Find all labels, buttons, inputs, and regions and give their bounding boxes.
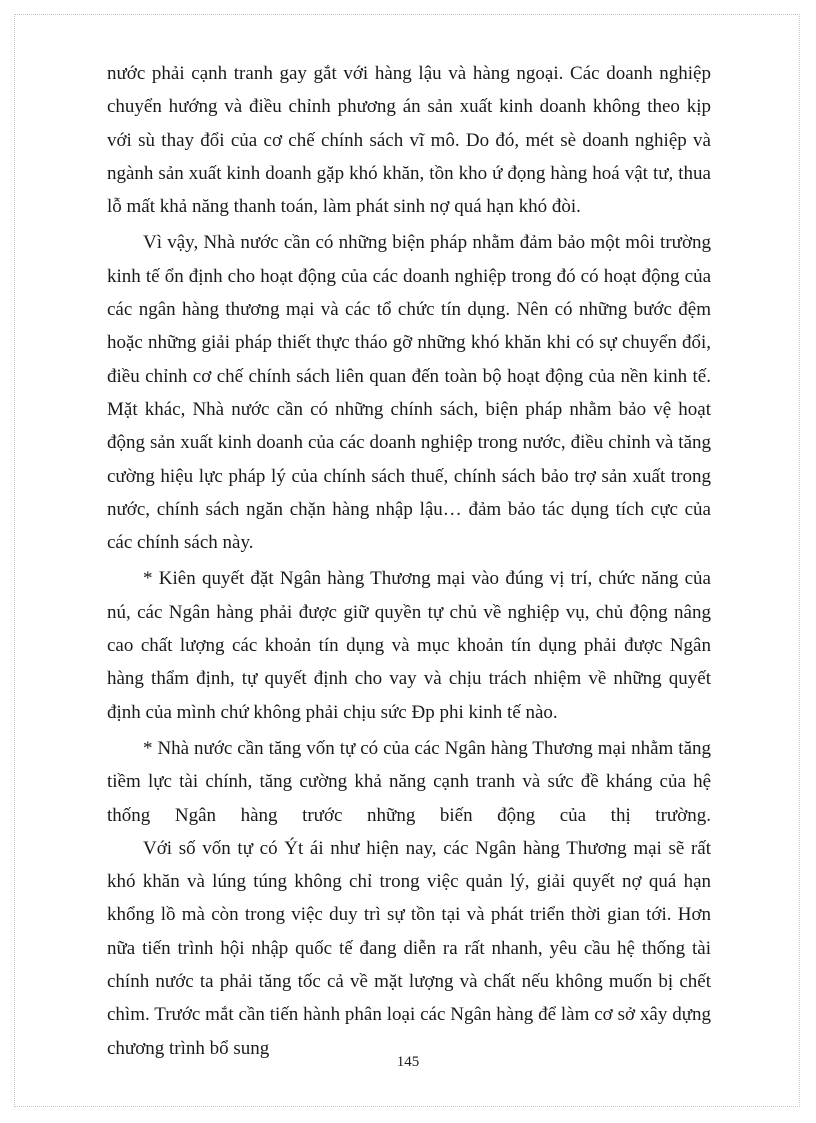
document-body bbox=[107, 57, 711, 1065]
paragraph-kien-quyet: * Kiên quyết đặt Ngân hàng Thương mại vào đúng vị trí, chức năng của nú, các Ngân hàng phải được giữ quyền tự chủ về nghiệp vụ, chủ động nâng cao chất lượng các khoản tín dụng và mục khoản tín dụng phải được Ngân hàng thẩm định, tự quyết định cho vay và chịu trách nhiệm về những quyết định của mình chứ không phải chịu sức Ðp phi kinh tế nào. bbox=[107, 568, 711, 723]
paragraph-voi-so-von: Với số vốn tự có Ýt ái như hiện nay, các Ngân hàng Thương mại sẽ rất khó khăn và lúng túng không chỉ trong việc quản lý, giải quyết nợ quá hạn khổng lồ mà còn trong việc duy trì sự tồn tại và phát triển thời gian tới. Hơn nữa tiến trình hội nhập quốc tế đang diễn ra rất nhanh, yêu cầu hệ thống tài chính nước ta phải tăng tốc cả về mặt lượng và chất nếu không muốn bị chết chìm. Trước mắt cần tiến hành phân loại các Ngân hàng để làm cơ sở xây dựng chương trình bổ sung bbox=[107, 837, 711, 1059]
page-number: 145 bbox=[396, 1054, 420, 1070]
paragraph-continuation: nước phải cạnh tranh gay gắt với hàng lậu và hàng ngoại. Các doanh nghiệp chuyển hướng và điều chỉnh phương án sản xuất kinh doanh không theo kịp với sù thay đổi của cơ chế chính sách vĩ mô. Do đó, mét sè doanh nghiệp và ngành sản xuất kinh doanh gặp khó khăn, tồn kho ứ đọng hàng hoá vật tư, thua lỗ mất khả năng thanh toán, làm phát sinh nợ quá hạn khó đòi. bbox=[107, 63, 711, 218]
paragraph-vi-vay: Vì vậy, Nhà nước cần có những biện pháp nhằm đảm bảo một môi trường kinh tế ổn định cho hoạt động của các doanh nghiệp trong đó có hoạt động của các ngân hàng thương mại và các tổ chức tín dụng. Nên có những bước đệm hoặc những giải pháp thiết thực tháo gỡ những khó khăn khi có sự chuyển đổi, điều chỉnh cơ chế chính sách liên quan đến toàn bộ hoạt động của nền kinh tế. Mặt khác, Nhà nước cần có những chính sách, biện pháp nhằm bảo vệ hoạt động sản xuất kinh doanh của các doanh nghiệp trong nước, điều chỉnh và tăng cường hiệu lực pháp lý của chính sách thuế, chính sách bảo trợ sản xuất trong nước, chính sách ngăn chặn hàng nhập lậu… đảm bảo tác dụng tích cực của các chính sách này. bbox=[107, 232, 711, 554]
paragraph-von-tu-co: * Nhà nước cần tăng vốn tự có của các Ngân hàng Thương mại nhằm tăng tiềm lực tài chính, tăng cường khả năng cạnh tranh và sức đề kháng của hệ thống Ngân hàng trước những biến động của thị trường. bbox=[107, 737, 711, 826]
